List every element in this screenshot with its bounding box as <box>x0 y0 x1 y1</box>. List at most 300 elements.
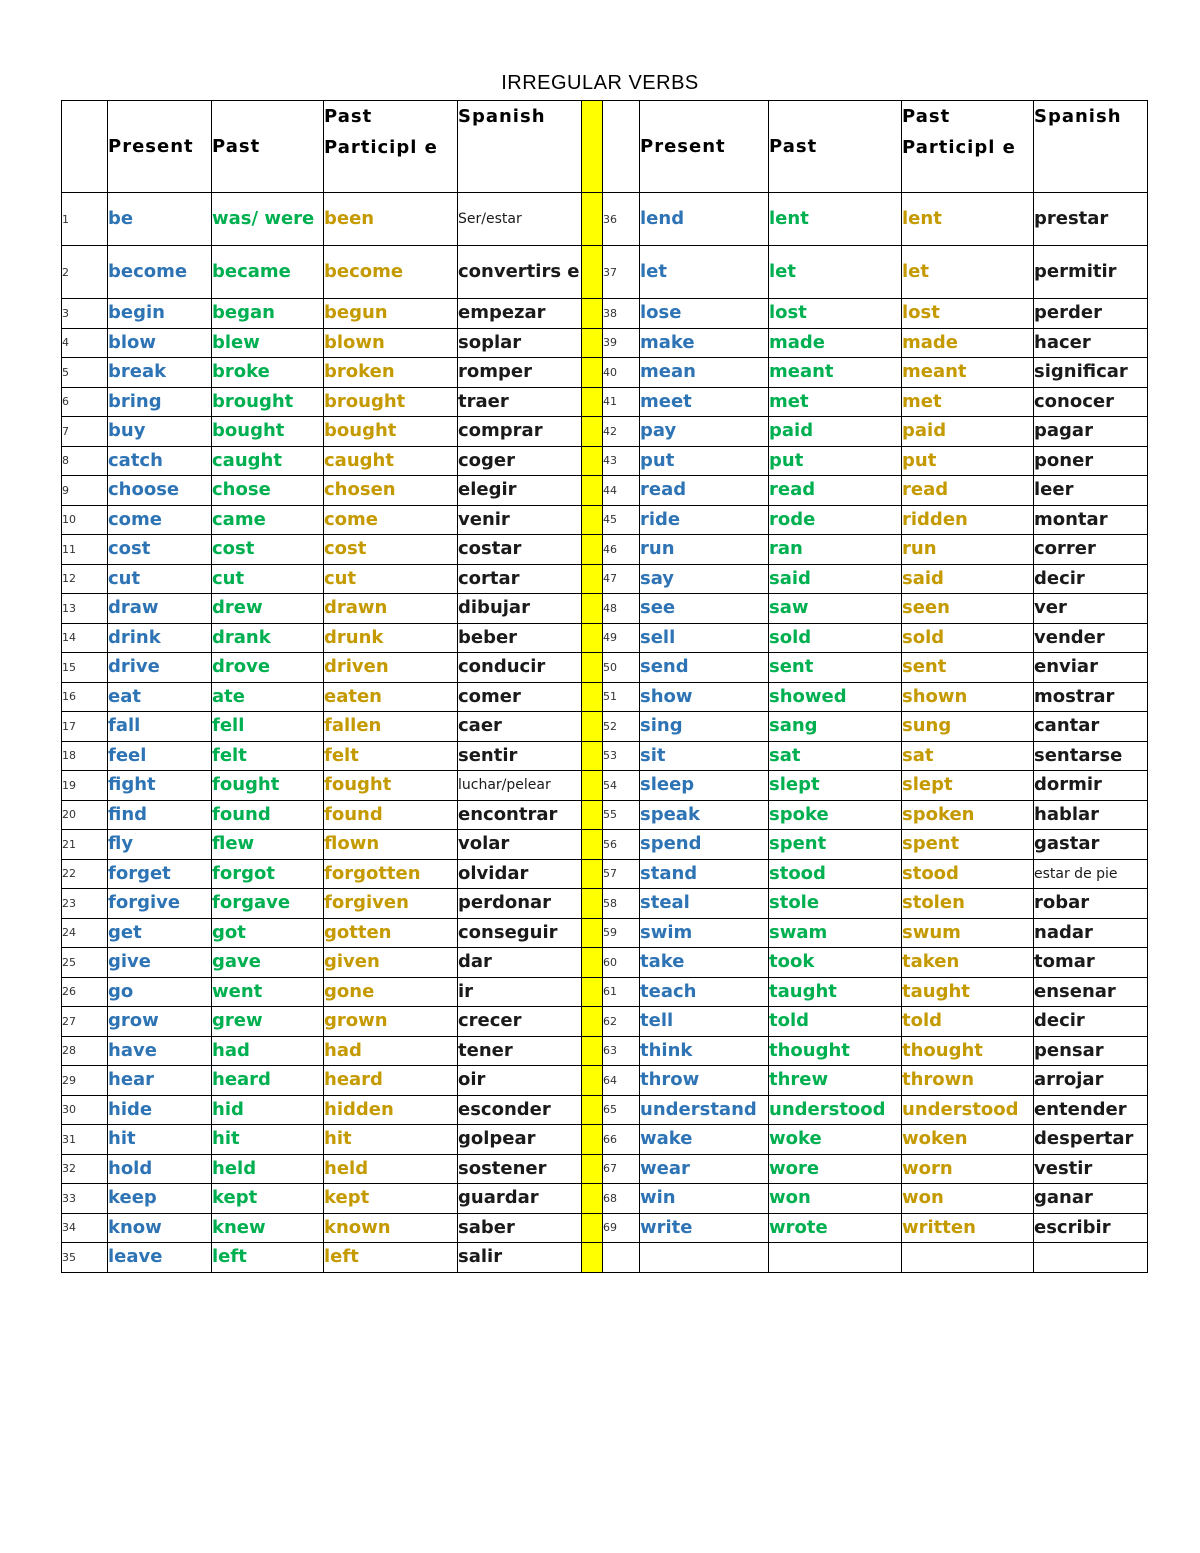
table-row <box>62 1066 1148 1096</box>
past-participle-verb: caught <box>324 446 458 476</box>
past-verb: caught <box>212 446 324 476</box>
row-number: 38 <box>603 299 640 329</box>
spanish-translation: convertirs e <box>458 246 582 299</box>
past-participle-verb: hidden <box>324 1095 458 1125</box>
past-participle-verb: put <box>902 446 1034 476</box>
spanish-translation: correr <box>1034 535 1148 565</box>
row-number: 64 <box>603 1066 640 1096</box>
row-number: 31 <box>62 1125 108 1155</box>
past-participle-verb: seen <box>902 594 1034 624</box>
present-verb: read <box>640 476 769 506</box>
past-participle-verb: left <box>324 1243 458 1273</box>
present-verb: know <box>108 1213 212 1243</box>
row-number: 46 <box>603 535 640 565</box>
present-verb: wear <box>640 1154 769 1184</box>
header-past-right: Past <box>769 101 902 193</box>
present-verb: buy <box>108 417 212 447</box>
row-number: 21 <box>62 830 108 860</box>
past-participle-verb: stolen <box>902 889 1034 919</box>
spanish-translation: vestir <box>1034 1154 1148 1184</box>
past-verb <box>769 1243 902 1273</box>
past-participle-verb: said <box>902 564 1034 594</box>
past-verb: stole <box>769 889 902 919</box>
separator-cell <box>582 193 603 246</box>
row-number: 49 <box>603 623 640 653</box>
present-verb: cost <box>108 535 212 565</box>
separator-cell <box>582 1184 603 1214</box>
past-participle-verb: taken <box>902 948 1034 978</box>
separator-cell <box>582 328 603 358</box>
past-participle-verb: shown <box>902 682 1034 712</box>
spanish-translation: beber <box>458 623 582 653</box>
past-participle-verb: taught <box>902 977 1034 1007</box>
row-number: 22 <box>62 859 108 889</box>
spanish-translation: soplar <box>458 328 582 358</box>
past-verb: broke <box>212 358 324 388</box>
row-number: 25 <box>62 948 108 978</box>
past-verb: flew <box>212 830 324 860</box>
row-number: 18 <box>62 741 108 771</box>
present-verb: break <box>108 358 212 388</box>
separator-cell <box>582 1243 603 1273</box>
past-participle-verb: heard <box>324 1066 458 1096</box>
separator-cell <box>582 948 603 978</box>
present-verb: ride <box>640 505 769 535</box>
past-verb: told <box>769 1007 902 1037</box>
past-participle-verb: paid <box>902 417 1034 447</box>
spanish-translation: luchar/pelear <box>458 771 582 801</box>
past-verb: slept <box>769 771 902 801</box>
row-number: 42 <box>603 417 640 447</box>
present-verb: sleep <box>640 771 769 801</box>
spanish-translation: traer <box>458 387 582 417</box>
past-participle-verb: met <box>902 387 1034 417</box>
past-verb: cost <box>212 535 324 565</box>
row-number: 66 <box>603 1125 640 1155</box>
past-participle-verb: sent <box>902 653 1034 683</box>
separator-cell <box>582 476 603 506</box>
past-participle-verb: won <box>902 1184 1034 1214</box>
table-row <box>62 682 1148 712</box>
past-participle-verb: cut <box>324 564 458 594</box>
separator-cell <box>582 830 603 860</box>
present-verb: cut <box>108 564 212 594</box>
header-past-participle-right: Past Participl e <box>902 101 1034 193</box>
present-verb: get <box>108 918 212 948</box>
past-verb: swam <box>769 918 902 948</box>
present-verb: be <box>108 193 212 246</box>
past-verb: met <box>769 387 902 417</box>
spanish-translation: arrojar <box>1034 1066 1148 1096</box>
present-verb: spend <box>640 830 769 860</box>
table-row <box>62 1243 1148 1273</box>
past-participle-verb: meant <box>902 358 1034 388</box>
past-participle-verb: stood <box>902 859 1034 889</box>
row-number: 69 <box>603 1213 640 1243</box>
separator-cell <box>582 1125 603 1155</box>
row-number: 62 <box>603 1007 640 1037</box>
spanish-translation: elegir <box>458 476 582 506</box>
past-verb: sang <box>769 712 902 742</box>
row-number: 8 <box>62 446 108 476</box>
present-verb: run <box>640 535 769 565</box>
row-number: 55 <box>603 800 640 830</box>
table-row <box>62 830 1148 860</box>
row-number: 24 <box>62 918 108 948</box>
present-verb: lose <box>640 299 769 329</box>
row-number: 29 <box>62 1066 108 1096</box>
row-number: 65 <box>603 1095 640 1125</box>
separator-cell <box>582 1095 603 1125</box>
table-row <box>62 1125 1148 1155</box>
spanish-translation: tener <box>458 1036 582 1066</box>
past-verb: sat <box>769 741 902 771</box>
past-verb: came <box>212 505 324 535</box>
row-number: 43 <box>603 446 640 476</box>
past-participle-verb: written <box>902 1213 1034 1243</box>
row-number: 7 <box>62 417 108 447</box>
spanish-translation: guardar <box>458 1184 582 1214</box>
present-verb: begin <box>108 299 212 329</box>
row-number: 45 <box>603 505 640 535</box>
past-verb: left <box>212 1243 324 1273</box>
past-verb: showed <box>769 682 902 712</box>
spanish-translation: ir <box>458 977 582 1007</box>
present-verb: go <box>108 977 212 1007</box>
present-verb: put <box>640 446 769 476</box>
past-participle-verb: lent <box>902 193 1034 246</box>
present-verb: drive <box>108 653 212 683</box>
separator-cell <box>582 859 603 889</box>
separator-cell <box>582 1213 603 1243</box>
table-row <box>62 948 1148 978</box>
past-verb: got <box>212 918 324 948</box>
separator-cell <box>582 535 603 565</box>
past-participle-verb: sold <box>902 623 1034 653</box>
separator-cell <box>582 977 603 1007</box>
table-row <box>62 446 1148 476</box>
past-participle-verb: understood <box>902 1095 1034 1125</box>
present-verb: sit <box>640 741 769 771</box>
past-participle-verb: lost <box>902 299 1034 329</box>
row-number: 63 <box>603 1036 640 1066</box>
past-verb: threw <box>769 1066 902 1096</box>
header-spanish-left: Spanish <box>458 101 582 193</box>
spanish-translation <box>1034 1243 1148 1273</box>
present-verb: take <box>640 948 769 978</box>
present-verb: see <box>640 594 769 624</box>
separator-cell <box>582 358 603 388</box>
table-row <box>62 1184 1148 1214</box>
spanish-translation: nadar <box>1034 918 1148 948</box>
past-verb: hit <box>212 1125 324 1155</box>
past-participle-verb: cost <box>324 535 458 565</box>
table-row <box>62 859 1148 889</box>
past-participle-verb: eaten <box>324 682 458 712</box>
row-number: 1 <box>62 193 108 246</box>
past-participle-verb: gone <box>324 977 458 1007</box>
table-row <box>62 1095 1148 1125</box>
table-row <box>62 1007 1148 1037</box>
past-verb: knew <box>212 1213 324 1243</box>
row-number: 13 <box>62 594 108 624</box>
spanish-translation: venir <box>458 505 582 535</box>
row-number: 40 <box>603 358 640 388</box>
spanish-translation: escribir <box>1034 1213 1148 1243</box>
past-participle-verb: forgotten <box>324 859 458 889</box>
row-number: 60 <box>603 948 640 978</box>
separator-cell <box>582 505 603 535</box>
past-participle-verb: worn <box>902 1154 1034 1184</box>
separator-cell <box>582 800 603 830</box>
past-participle-verb: drawn <box>324 594 458 624</box>
present-verb: feel <box>108 741 212 771</box>
present-verb: lend <box>640 193 769 246</box>
spanish-translation: leer <box>1034 476 1148 506</box>
spanish-translation: empezar <box>458 299 582 329</box>
past-verb: fought <box>212 771 324 801</box>
past-participle-verb: fallen <box>324 712 458 742</box>
past-verb: felt <box>212 741 324 771</box>
separator-cell <box>582 246 603 299</box>
separator-cell <box>582 682 603 712</box>
row-number: 37 <box>603 246 640 299</box>
past-participle-verb: been <box>324 193 458 246</box>
spanish-translation: sostener <box>458 1154 582 1184</box>
separator-cell <box>582 741 603 771</box>
past-verb: rode <box>769 505 902 535</box>
past-participle-verb: kept <box>324 1184 458 1214</box>
present-verb <box>640 1243 769 1273</box>
table-row <box>62 1213 1148 1243</box>
separator-cell <box>582 594 603 624</box>
row-number: 10 <box>62 505 108 535</box>
past-verb: stood <box>769 859 902 889</box>
spanish-translation: volar <box>458 830 582 860</box>
spanish-translation: mostrar <box>1034 682 1148 712</box>
spanish-translation: sentir <box>458 741 582 771</box>
past-verb: brought <box>212 387 324 417</box>
past-verb: gave <box>212 948 324 978</box>
present-verb: speak <box>640 800 769 830</box>
spanish-translation: conducir <box>458 653 582 683</box>
present-verb: drink <box>108 623 212 653</box>
spanish-translation: estar de pie <box>1034 859 1148 889</box>
past-verb: ran <box>769 535 902 565</box>
row-number: 39 <box>603 328 640 358</box>
spanish-translation: ensenar <box>1034 977 1148 1007</box>
present-verb: leave <box>108 1243 212 1273</box>
present-verb: teach <box>640 977 769 1007</box>
spanish-translation: decir <box>1034 1007 1148 1037</box>
spanish-translation: dibujar <box>458 594 582 624</box>
spanish-translation: salir <box>458 1243 582 1273</box>
spanish-translation: entender <box>1034 1095 1148 1125</box>
present-verb: tell <box>640 1007 769 1037</box>
spanish-translation: pagar <box>1034 417 1148 447</box>
spanish-translation: saber <box>458 1213 582 1243</box>
separator-cell <box>582 889 603 919</box>
row-number: 4 <box>62 328 108 358</box>
past-verb: took <box>769 948 902 978</box>
spanish-translation: tomar <box>1034 948 1148 978</box>
spanish-translation: ganar <box>1034 1184 1148 1214</box>
table-row <box>62 653 1148 683</box>
past-verb: won <box>769 1184 902 1214</box>
past-verb: sent <box>769 653 902 683</box>
row-number: 58 <box>603 889 640 919</box>
present-verb: say <box>640 564 769 594</box>
past-verb: made <box>769 328 902 358</box>
row-number: 6 <box>62 387 108 417</box>
spanish-translation: prestar <box>1034 193 1148 246</box>
present-verb: win <box>640 1184 769 1214</box>
present-verb: wake <box>640 1125 769 1155</box>
past-participle-verb: come <box>324 505 458 535</box>
past-participle-verb: thrown <box>902 1066 1034 1096</box>
row-number: 41 <box>603 387 640 417</box>
header-present-left: Present <box>108 101 212 193</box>
past-participle-verb: felt <box>324 741 458 771</box>
spanish-translation: enviar <box>1034 653 1148 683</box>
present-verb: fight <box>108 771 212 801</box>
row-number: 67 <box>603 1154 640 1184</box>
past-verb: went <box>212 977 324 1007</box>
row-number: 52 <box>603 712 640 742</box>
past-verb: lent <box>769 193 902 246</box>
spanish-translation: comprar <box>458 417 582 447</box>
page-title: IRREGULAR VERBS <box>501 72 699 94</box>
separator-cell <box>582 653 603 683</box>
row-number: 47 <box>603 564 640 594</box>
row-number: 19 <box>62 771 108 801</box>
table-row <box>62 800 1148 830</box>
present-verb: become <box>108 246 212 299</box>
spanish-translation: comer <box>458 682 582 712</box>
header-present-right: Present <box>640 101 769 193</box>
present-verb: make <box>640 328 769 358</box>
present-verb: hit <box>108 1125 212 1155</box>
row-number: 16 <box>62 682 108 712</box>
past-participle-verb: swum <box>902 918 1034 948</box>
row-number: 14 <box>62 623 108 653</box>
row-number: 54 <box>603 771 640 801</box>
row-number: 26 <box>62 977 108 1007</box>
past-verb: ate <box>212 682 324 712</box>
row-number: 33 <box>62 1184 108 1214</box>
spanish-translation: robar <box>1034 889 1148 919</box>
spanish-translation: costar <box>458 535 582 565</box>
header-row <box>62 101 1148 193</box>
past-verb: woke <box>769 1125 902 1155</box>
past-verb: had <box>212 1036 324 1066</box>
past-verb: read <box>769 476 902 506</box>
spanish-translation: dar <box>458 948 582 978</box>
past-verb: cut <box>212 564 324 594</box>
past-verb: spent <box>769 830 902 860</box>
present-verb: steal <box>640 889 769 919</box>
past-verb: put <box>769 446 902 476</box>
present-verb: have <box>108 1036 212 1066</box>
past-verb: drew <box>212 594 324 624</box>
past-participle-verb: told <box>902 1007 1034 1037</box>
header-num-right <box>603 101 640 193</box>
row-number: 23 <box>62 889 108 919</box>
spanish-translation: caer <box>458 712 582 742</box>
row-number: 57 <box>603 859 640 889</box>
separator-cell <box>582 564 603 594</box>
spanish-translation: encontrar <box>458 800 582 830</box>
past-verb: thought <box>769 1036 902 1066</box>
header-past-participle-left: Past Participl e <box>324 101 458 193</box>
row-number: 61 <box>603 977 640 1007</box>
present-verb: grow <box>108 1007 212 1037</box>
table-row <box>62 193 1148 246</box>
present-verb: think <box>640 1036 769 1066</box>
present-verb: fall <box>108 712 212 742</box>
spanish-translation: perdonar <box>458 889 582 919</box>
past-verb: understood <box>769 1095 902 1125</box>
table-row <box>62 594 1148 624</box>
past-participle-verb: spoken <box>902 800 1034 830</box>
spanish-translation: permitir <box>1034 246 1148 299</box>
spanish-translation: conocer <box>1034 387 1148 417</box>
past-participle-verb: read <box>902 476 1034 506</box>
past-verb: said <box>769 564 902 594</box>
separator-cell <box>582 1066 603 1096</box>
table-row <box>62 476 1148 506</box>
spanish-translation: coger <box>458 446 582 476</box>
spanish-translation: dormir <box>1034 771 1148 801</box>
past-verb: held <box>212 1154 324 1184</box>
past-verb: sold <box>769 623 902 653</box>
row-number: 28 <box>62 1036 108 1066</box>
row-number: 12 <box>62 564 108 594</box>
past-verb: grew <box>212 1007 324 1037</box>
present-verb: understand <box>640 1095 769 1125</box>
present-verb: hold <box>108 1154 212 1184</box>
past-verb: became <box>212 246 324 299</box>
table-row <box>62 889 1148 919</box>
past-verb: heard <box>212 1066 324 1096</box>
separator-cell <box>582 1154 603 1184</box>
row-number: 48 <box>603 594 640 624</box>
table-row <box>62 505 1148 535</box>
row-number: 11 <box>62 535 108 565</box>
past-participle-verb: had <box>324 1036 458 1066</box>
present-verb: come <box>108 505 212 535</box>
past-participle-verb: fought <box>324 771 458 801</box>
spanish-translation: significar <box>1034 358 1148 388</box>
past-verb: taught <box>769 977 902 1007</box>
past-verb: kept <box>212 1184 324 1214</box>
present-verb: give <box>108 948 212 978</box>
past-participle-verb: blown <box>324 328 458 358</box>
past-verb: fell <box>212 712 324 742</box>
table-row <box>62 387 1148 417</box>
present-verb: forget <box>108 859 212 889</box>
irregular-verbs-table <box>61 100 1148 1273</box>
past-participle-verb: held <box>324 1154 458 1184</box>
past-verb: lost <box>769 299 902 329</box>
table-row <box>62 535 1148 565</box>
spanish-translation: vender <box>1034 623 1148 653</box>
spanish-translation: golpear <box>458 1125 582 1155</box>
present-verb: hide <box>108 1095 212 1125</box>
table-row <box>62 417 1148 447</box>
row-number: 9 <box>62 476 108 506</box>
present-verb: stand <box>640 859 769 889</box>
